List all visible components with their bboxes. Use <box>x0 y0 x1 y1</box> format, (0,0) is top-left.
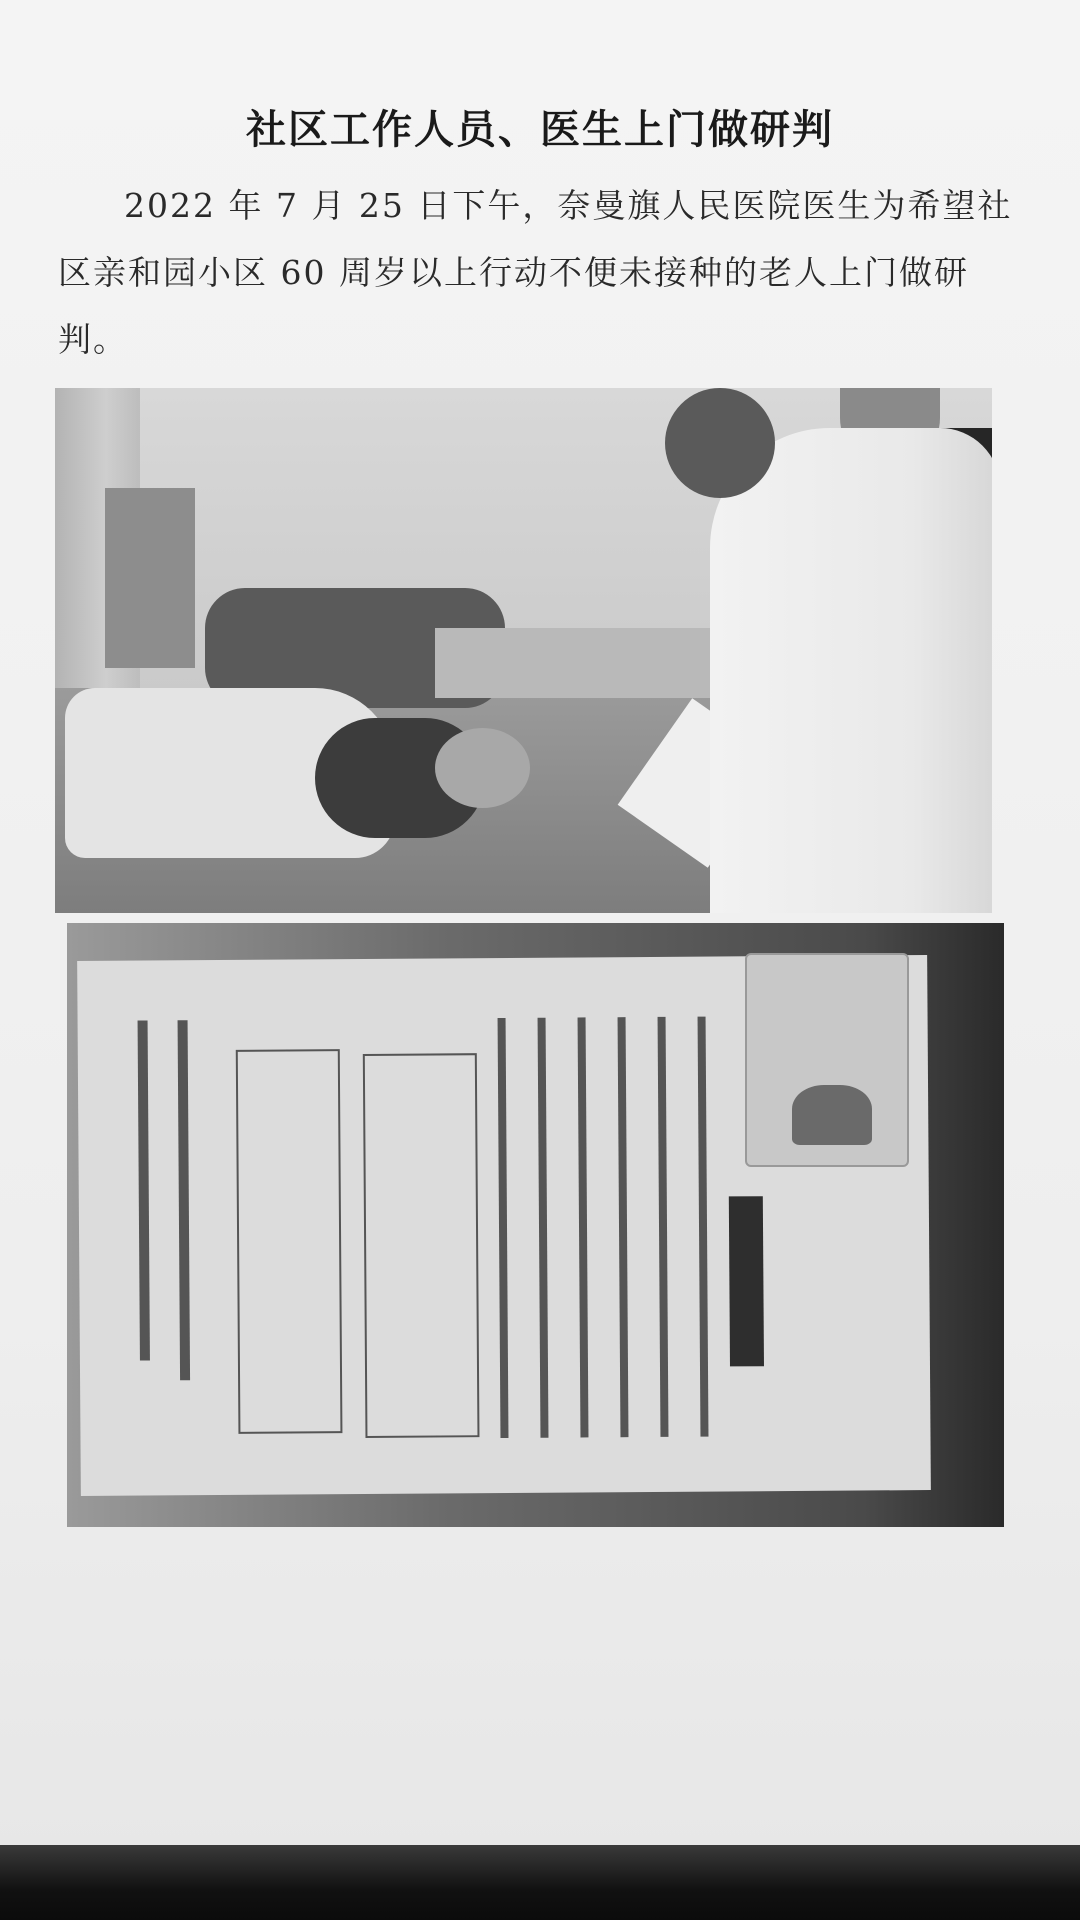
home-visit-photo <box>55 388 992 913</box>
table-shadow <box>0 1845 1080 1920</box>
id-card <box>745 953 909 1167</box>
form-text-line <box>498 1018 509 1438</box>
photo-boxes <box>105 488 195 668</box>
form-text-line <box>618 1017 629 1437</box>
form-text-line <box>138 1020 150 1360</box>
form-text-line <box>578 1017 589 1437</box>
form-text-line <box>178 1020 191 1380</box>
consent-form-photo <box>67 923 1004 1527</box>
form-text-line <box>658 1017 669 1437</box>
id-card-photo <box>792 1085 872 1145</box>
photo-elderly-head <box>435 728 530 808</box>
form-signature-box <box>363 1053 480 1438</box>
document-paragraph: 2022 年 7 月 25 日下午，奈曼旗人民医院医生为希望社区亲和园小区 60 周岁以上行动不便未接种的老人上门做研判。 <box>58 186 1013 359</box>
form-heading <box>729 1196 764 1366</box>
form-text-line <box>698 1017 709 1437</box>
document-title: 社区工作人员、医生上门做研判 <box>246 106 834 153</box>
photo-doctor-head <box>665 388 775 498</box>
form-text-line <box>538 1018 549 1438</box>
photo-doctor <box>710 428 992 913</box>
photo-medicine-boxes <box>435 628 735 698</box>
form-table <box>236 1049 343 1434</box>
